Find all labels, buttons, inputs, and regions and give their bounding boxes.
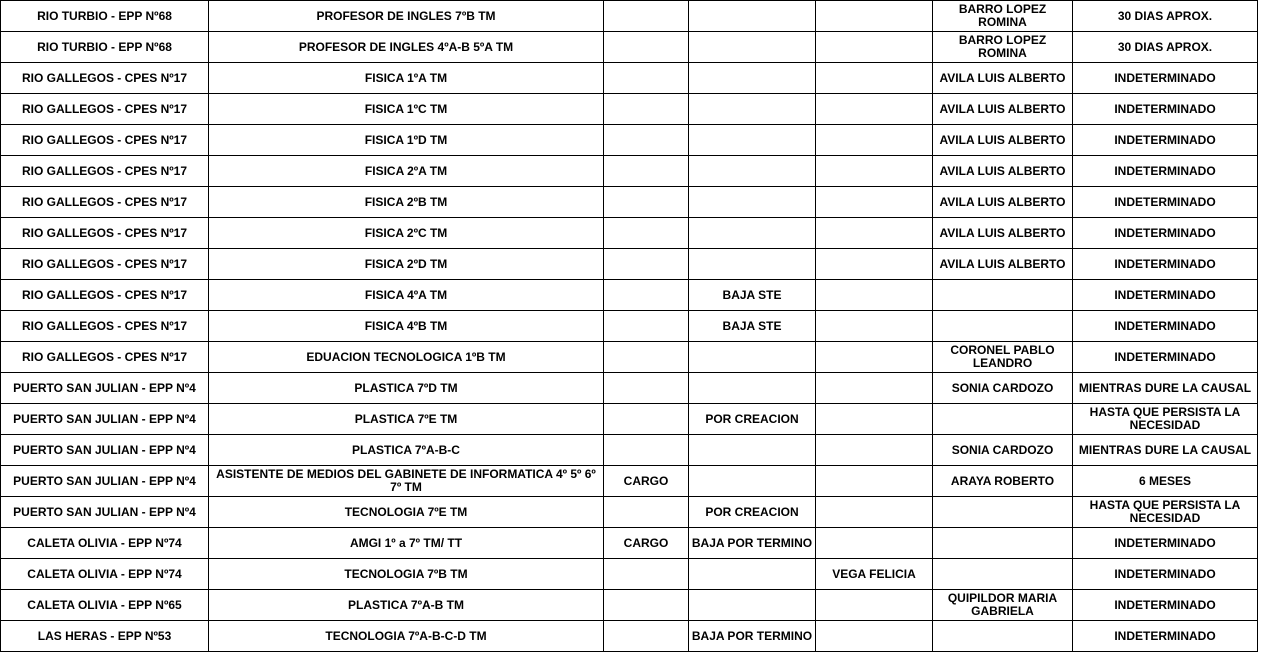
duration-cell: INDETERMINADO <box>1073 94 1258 125</box>
teacher-cell: AVILA LUIS ALBERTO <box>933 218 1073 249</box>
duration-cell: INDETERMINADO <box>1073 342 1258 373</box>
type-cell <box>604 280 689 311</box>
duration-cell: INDETERMINADO <box>1073 311 1258 342</box>
reason-cell: BAJA POR TERMINO <box>689 621 816 652</box>
type-cell <box>604 249 689 280</box>
subject-cell: PLASTICA 7ºA-B TM <box>209 590 604 621</box>
table-row <box>1 497 1258 528</box>
table-row <box>1 1 1258 32</box>
table-row <box>1 404 1258 435</box>
duration-cell: MIENTRAS DURE LA CAUSAL <box>1073 435 1258 466</box>
reason-cell <box>689 94 816 125</box>
school-cell: LAS HERAS - EPP Nº53 <box>1 621 209 652</box>
teacher-cell: AVILA LUIS ALBERTO <box>933 249 1073 280</box>
duration-cell: INDETERMINADO <box>1073 125 1258 156</box>
assignee-cell <box>816 373 933 404</box>
school-cell: RIO GALLEGOS - CPES Nº17 <box>1 218 209 249</box>
reason-cell <box>689 63 816 94</box>
table-row <box>1 311 1258 342</box>
school-cell: RIO GALLEGOS - CPES Nº17 <box>1 156 209 187</box>
table-row <box>1 94 1258 125</box>
type-cell <box>604 435 689 466</box>
type-cell <box>604 621 689 652</box>
assignee-cell <box>816 32 933 63</box>
subject-cell: TECNOLOGIA 7ºA-B-C-D TM <box>209 621 604 652</box>
type-cell <box>604 125 689 156</box>
assignee-cell <box>816 497 933 528</box>
assignee-cell <box>816 342 933 373</box>
teacher-cell <box>933 311 1073 342</box>
type-cell <box>604 1 689 32</box>
assignee-cell <box>816 63 933 94</box>
reason-cell <box>689 187 816 218</box>
teacher-cell: QUIPILDOR MARIA GABRIELA <box>933 590 1073 621</box>
teacher-cell: AVILA LUIS ALBERTO <box>933 125 1073 156</box>
reason-cell <box>689 373 816 404</box>
teacher-cell: CORONEL PABLO LEANDRO <box>933 342 1073 373</box>
school-cell: PUERTO SAN JULIAN - EPP Nº4 <box>1 497 209 528</box>
school-cell: PUERTO SAN JULIAN - EPP Nº4 <box>1 373 209 404</box>
reason-cell <box>689 32 816 63</box>
duration-cell: INDETERMINADO <box>1073 187 1258 218</box>
school-cell: PUERTO SAN JULIAN - EPP Nº4 <box>1 435 209 466</box>
table-row <box>1 373 1258 404</box>
duration-cell: INDETERMINADO <box>1073 280 1258 311</box>
teacher-cell: BARRO LOPEZ ROMINA <box>933 1 1073 32</box>
subject-cell: FISICA 2ºC TM <box>209 218 604 249</box>
reason-cell: BAJA STE <box>689 311 816 342</box>
school-cell: RIO TURBIO - EPP Nº68 <box>1 1 209 32</box>
teacher-cell: AVILA LUIS ALBERTO <box>933 63 1073 94</box>
table-row <box>1 218 1258 249</box>
reason-cell <box>689 125 816 156</box>
teacher-cell: AVILA LUIS ALBERTO <box>933 156 1073 187</box>
subject-cell: TECNOLOGIA 7ºB TM <box>209 559 604 590</box>
subject-cell: ASISTENTE DE MEDIOS DEL GABINETE DE INFORMATICA 4º 5º 6º 7º TM <box>209 466 604 497</box>
table-row <box>1 342 1258 373</box>
table-row <box>1 559 1258 590</box>
assignee-cell: VEGA FELICIA <box>816 559 933 590</box>
reason-cell <box>689 249 816 280</box>
table-row <box>1 621 1258 652</box>
type-cell <box>604 187 689 218</box>
subject-cell: PROFESOR DE INGLES 7ºB TM <box>209 1 604 32</box>
teacher-cell <box>933 621 1073 652</box>
subject-cell: FISICA 2ºD TM <box>209 249 604 280</box>
school-cell: RIO GALLEGOS - CPES Nº17 <box>1 280 209 311</box>
table-row <box>1 528 1258 559</box>
subject-cell: PROFESOR DE INGLES 4ºA-B 5ºA TM <box>209 32 604 63</box>
assignee-cell <box>816 466 933 497</box>
teacher-cell: SONIA CARDOZO <box>933 373 1073 404</box>
assignee-cell <box>816 1 933 32</box>
school-cell: RIO GALLEGOS - CPES Nº17 <box>1 63 209 94</box>
reason-cell <box>689 218 816 249</box>
school-cell: RIO GALLEGOS - CPES Nº17 <box>1 249 209 280</box>
reason-cell <box>689 466 816 497</box>
reason-cell <box>689 559 816 590</box>
school-cell: RIO GALLEGOS - CPES Nº17 <box>1 125 209 156</box>
duration-cell: 30 DIAS APROX. <box>1073 32 1258 63</box>
reason-cell: POR CREACION <box>689 404 816 435</box>
table-row <box>1 187 1258 218</box>
school-cell: RIO GALLEGOS - CPES Nº17 <box>1 342 209 373</box>
duration-cell: INDETERMINADO <box>1073 63 1258 94</box>
subject-cell: FISICA 4ºA TM <box>209 280 604 311</box>
type-cell <box>604 559 689 590</box>
type-cell <box>604 63 689 94</box>
table-row <box>1 466 1258 497</box>
assignee-cell <box>816 590 933 621</box>
duration-cell: 6 MESES <box>1073 466 1258 497</box>
duration-cell: INDETERMINADO <box>1073 249 1258 280</box>
teacher-cell <box>933 280 1073 311</box>
table-row <box>1 435 1258 466</box>
table-row <box>1 32 1258 63</box>
type-cell: CARGO <box>604 466 689 497</box>
subject-cell: EDUACION TECNOLOGICA 1ºB TM <box>209 342 604 373</box>
type-cell <box>604 404 689 435</box>
assignee-cell <box>816 156 933 187</box>
duration-cell: INDETERMINADO <box>1073 156 1258 187</box>
teacher-cell: ARAYA ROBERTO <box>933 466 1073 497</box>
subject-cell: FISICA 2ºB TM <box>209 187 604 218</box>
school-cell: CALETA OLIVIA - EPP Nº65 <box>1 590 209 621</box>
table-row <box>1 156 1258 187</box>
duration-cell: INDETERMINADO <box>1073 590 1258 621</box>
subject-cell: PLASTICA 7ºA-B-C <box>209 435 604 466</box>
school-cell: CALETA OLIVIA - EPP Nº74 <box>1 528 209 559</box>
duration-cell: INDETERMINADO <box>1073 218 1258 249</box>
type-cell <box>604 342 689 373</box>
school-cell: PUERTO SAN JULIAN - EPP Nº4 <box>1 466 209 497</box>
duration-cell: INDETERMINADO <box>1073 528 1258 559</box>
reason-cell <box>689 435 816 466</box>
assignee-cell <box>816 311 933 342</box>
assignee-cell <box>816 125 933 156</box>
table-row <box>1 63 1258 94</box>
assignee-cell <box>816 435 933 466</box>
reason-cell <box>689 156 816 187</box>
reason-cell: POR CREACION <box>689 497 816 528</box>
type-cell <box>604 373 689 404</box>
reason-cell <box>689 590 816 621</box>
table-body <box>1 1 1258 652</box>
teacher-cell <box>933 528 1073 559</box>
reason-cell: BAJA STE <box>689 280 816 311</box>
assignee-cell <box>816 528 933 559</box>
assignee-cell <box>816 280 933 311</box>
school-cell: PUERTO SAN JULIAN - EPP Nº4 <box>1 404 209 435</box>
teacher-cell <box>933 497 1073 528</box>
type-cell <box>604 218 689 249</box>
table-row <box>1 590 1258 621</box>
teacher-cell: BARRO LOPEZ ROMINA <box>933 32 1073 63</box>
table-row <box>1 280 1258 311</box>
duration-cell: HASTA QUE PERSISTA LA NECESIDAD <box>1073 497 1258 528</box>
teacher-cell: AVILA LUIS ALBERTO <box>933 94 1073 125</box>
school-cell: RIO GALLEGOS - CPES Nº17 <box>1 187 209 218</box>
reason-cell <box>689 1 816 32</box>
assignee-cell <box>816 218 933 249</box>
assignee-cell <box>816 249 933 280</box>
assignee-cell <box>816 404 933 435</box>
subject-cell: TECNOLOGIA 7ºE TM <box>209 497 604 528</box>
type-cell: CARGO <box>604 528 689 559</box>
duration-cell: MIENTRAS DURE LA CAUSAL <box>1073 373 1258 404</box>
type-cell <box>604 156 689 187</box>
school-cell: RIO GALLEGOS - CPES Nº17 <box>1 311 209 342</box>
teacher-cell: AVILA LUIS ALBERTO <box>933 187 1073 218</box>
reason-cell <box>689 342 816 373</box>
assignee-cell <box>816 187 933 218</box>
type-cell <box>604 497 689 528</box>
subject-cell: FISICA 1ºA TM <box>209 63 604 94</box>
teacher-cell: SONIA CARDOZO <box>933 435 1073 466</box>
subject-cell: FISICA 1ºC TM <box>209 94 604 125</box>
subject-cell: AMGI 1º a 7º TM/ TT <box>209 528 604 559</box>
subject-cell: FISICA 4ºB TM <box>209 311 604 342</box>
subject-cell: FISICA 2ºA TM <box>209 156 604 187</box>
type-cell <box>604 32 689 63</box>
table-row <box>1 249 1258 280</box>
duration-cell: INDETERMINADO <box>1073 621 1258 652</box>
duration-cell: INDETERMINADO <box>1073 559 1258 590</box>
duration-cell: HASTA QUE PERSISTA LA NECESIDAD <box>1073 404 1258 435</box>
school-cell: RIO GALLEGOS - CPES Nº17 <box>1 94 209 125</box>
school-cell: CALETA OLIVIA - EPP Nº74 <box>1 559 209 590</box>
school-cell: RIO TURBIO - EPP Nº68 <box>1 32 209 63</box>
assignee-cell <box>816 94 933 125</box>
assignee-cell <box>816 621 933 652</box>
table-row <box>1 125 1258 156</box>
subject-cell: PLASTICA 7ºE TM <box>209 404 604 435</box>
duration-cell: 30 DIAS APROX. <box>1073 1 1258 32</box>
type-cell <box>604 94 689 125</box>
teacher-cell <box>933 559 1073 590</box>
type-cell <box>604 311 689 342</box>
subject-cell: FISICA 1ºD TM <box>209 125 604 156</box>
type-cell <box>604 590 689 621</box>
subject-cell: PLASTICA 7ºD TM <box>209 373 604 404</box>
reason-cell: BAJA POR TERMINO <box>689 528 816 559</box>
teacher-cell <box>933 404 1073 435</box>
